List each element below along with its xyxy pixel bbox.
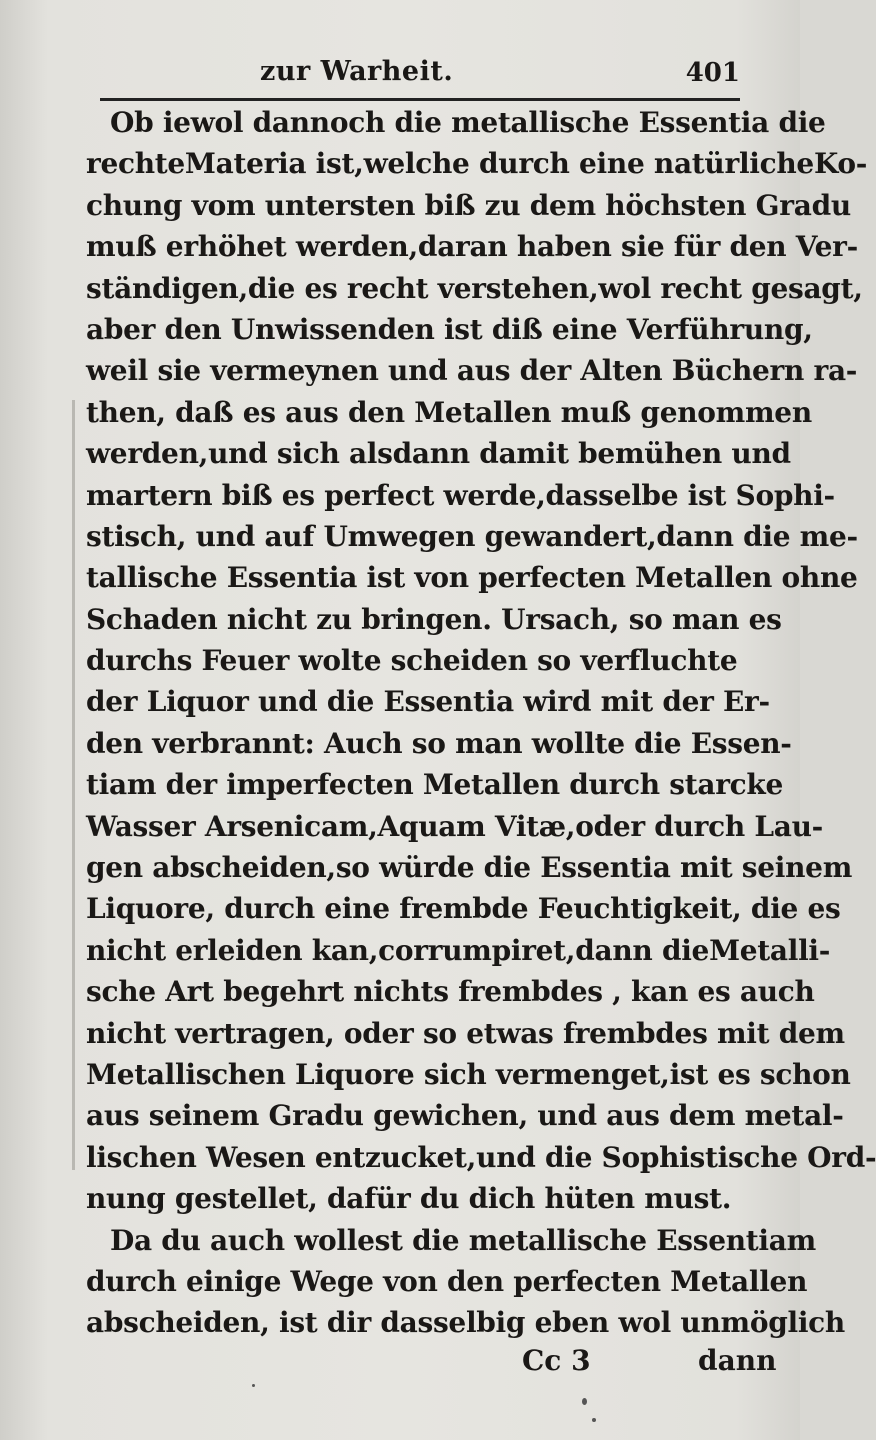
header-rule — [100, 98, 740, 101]
text-line: der Liquor und die Essentia wird mit der Er- — [86, 685, 770, 719]
text-line: Liquore, durch eine frembde Feuchtigkeit, die es — [86, 892, 841, 926]
text-line: lischen Wesen entzucket,und die Sophistische Ord- — [86, 1140, 876, 1174]
text-line: abscheiden, ist dir dasselbig eben wol unmöglich — [86, 1306, 845, 1340]
body-text — [86, 102, 876, 1385]
text-line: werden,und sich alsdann damit bemühen und — [86, 437, 791, 471]
ink-speck — [582, 1398, 587, 1405]
text-line: Schaden nicht zu bringen. Ursach, so man es — [86, 602, 782, 636]
ink-speck — [592, 1418, 596, 1422]
text-line: durch einige Wege von den perfecten Metallen — [86, 1264, 808, 1298]
catchline — [86, 1344, 786, 1385]
signature-mark: Cc 3 — [522, 1343, 591, 1377]
ink-speck — [252, 1384, 255, 1387]
text-line: den verbrannt: Auch so man wollte die Essen- — [86, 726, 792, 760]
page-number: 401 — [685, 58, 740, 88]
text-line: nung gestellet, dafür du dich hüten must. — [86, 1182, 732, 1216]
text-line: Wasser Arsenicam,Aquam Vitæ,oder durch Lau- — [86, 809, 823, 843]
text-line: martern biß es perfect werde,dasselbe ist Sophi- — [86, 478, 835, 512]
text-line: chung vom untersten biß zu dem höchsten Gradu — [86, 188, 851, 222]
page-header — [100, 56, 740, 102]
text-line: tallische Essentia ist von perfecten Metallen ohne — [86, 561, 858, 595]
text-line: durchs Feuer wolte scheiden so verfluchte — [86, 644, 738, 678]
gutter-shadow — [72, 400, 75, 1170]
text-line: stisch, und auf Umwegen gewandert,dann die me- — [86, 519, 858, 553]
text-line: sche Art begehrt nichts frembdes , kan es auch — [86, 975, 815, 1009]
text-line: nicht erleiden kan,corrumpiret,dann dieMetalli- — [86, 933, 831, 967]
text-line: rechteMateria ist,welche durch eine natürlicheKo- — [86, 147, 868, 181]
text-line: gen abscheiden,so würde die Essentia mit seinem — [86, 851, 853, 885]
text-line: ständigen,die es recht verstehen,wol recht gesagt, — [86, 271, 863, 305]
text-line: then, daß es aus den Metallen muß genommen — [86, 395, 812, 429]
catchword: dann — [698, 1343, 777, 1377]
running-head: zur Warheit. — [260, 56, 454, 87]
text-line: Ob iewol dannoch die metallische Essentia die — [110, 106, 826, 139]
text-line: aus seinem Gradu gewichen, und aus dem metal- — [86, 1099, 844, 1133]
text-line: tiam der imperfecten Metallen durch starcke — [86, 768, 784, 802]
text-line: weil sie vermeynen und aus der Alten Büchern ra- — [86, 354, 858, 388]
text-line: Da du auch wollest die metallische Essentiam — [110, 1223, 816, 1257]
text-line: muß erhöhet werden,daran haben sie für den Ver- — [86, 230, 858, 264]
text-line: aber den Unwissenden ist diß eine Verführung, — [86, 312, 813, 346]
text-line: nicht vertragen, oder so etwas frembdes mit dem — [86, 1016, 845, 1050]
text-line: Metallischen Liquore sich vermenget,ist es schon — [86, 1057, 851, 1091]
